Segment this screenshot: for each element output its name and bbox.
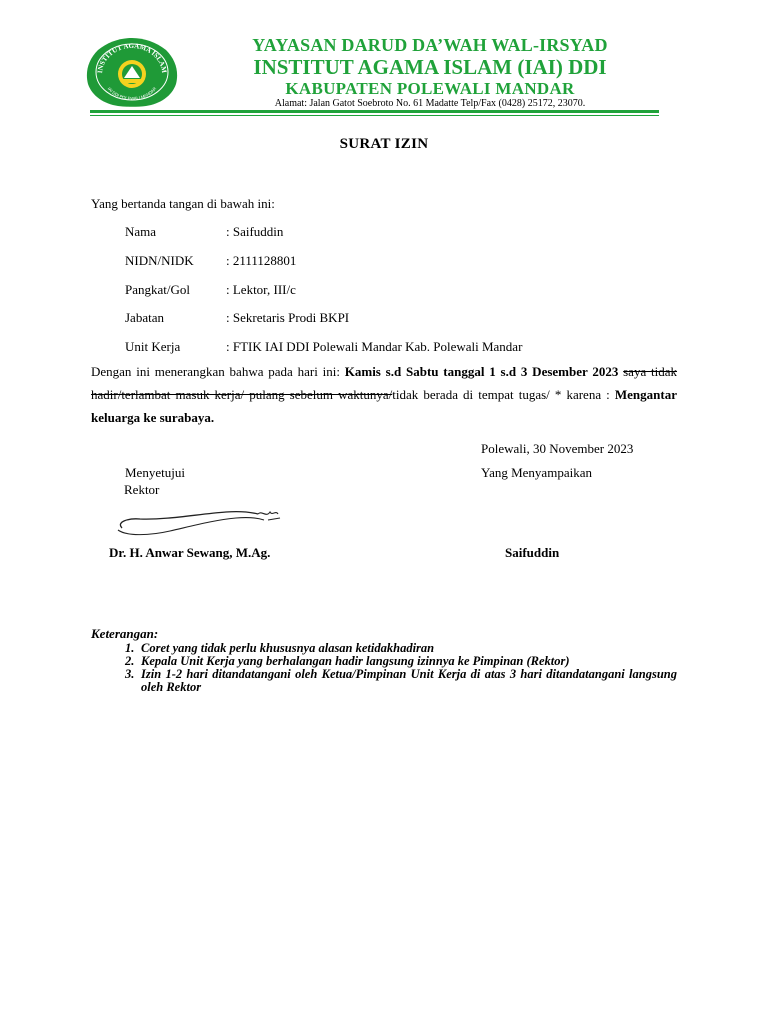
statement-paragraph	[91, 360, 677, 429]
document-title: SURAT IZIN	[339, 136, 429, 152]
field-label-nama: Nama	[125, 224, 157, 239]
submitter-name: Saifuddin	[505, 545, 560, 560]
note-text: Coret yang tidak perlu khususnya alasan ketidakhadiran	[141, 641, 435, 655]
institute-name: INSTITUT AGAMA ISLAM (IAI) DDI	[253, 55, 607, 79]
approver-name: Dr. H. Anwar Sewang, M.Ag.	[109, 545, 271, 560]
note-text: Kepala Unit Kerja yang berhalangan hadir langsung izinnya ke Pimpinan (Rektor)	[141, 654, 570, 668]
field-value-unit-kerja: : FTIK IAI DDI Polewali Mandar Kab. Polewali Mandar	[226, 339, 523, 354]
note-text: Izin 1-2 hari ditandatangani oleh Ketua/Pimpinan Unit Kerja di atas 3 hari ditandatangani langsung oleh Rektor	[141, 667, 677, 694]
foundation-name: YAYASAN DARUD DA’WAH WAL-IRSYAD	[252, 35, 608, 55]
letterhead-rule-thin	[90, 115, 659, 116]
intro-text: Yang bertanda tangan di bawah ini:	[91, 196, 275, 211]
logo-bottom-text: IAI DDI POLEWALI MANDAR	[106, 86, 158, 101]
statement-reason: Mengantar keluarga ke surabaya.	[91, 387, 677, 425]
field-value-pangkat: : Lektor, III/c	[226, 282, 296, 297]
approver-title: Rektor	[124, 482, 160, 497]
note-item	[91, 668, 677, 694]
field-label-pangkat: Pangkat/Gol	[125, 282, 190, 297]
note-number: 2.	[125, 654, 135, 668]
field-label-nidn: NIDN/NIDK	[125, 253, 194, 268]
letterhead-rule-thick	[90, 110, 659, 113]
statement-days: Kamis s.d Sabtu tanggal 1 s.d 3 Desember 2023	[344, 364, 619, 379]
note-number: 1.	[125, 641, 135, 655]
notes-section	[91, 626, 677, 694]
address: Alamat: Jalan Gatot Soebroto No. 61 Madatte Telp/Fax (0428) 25172, 23070.	[274, 98, 586, 109]
handwritten-signature-icon	[108, 500, 288, 545]
field-value-nidn: : 2111128801	[226, 253, 297, 268]
field-value-nama: : Saifuddin	[226, 224, 284, 239]
place-date: Polewali, 30 November 2023	[481, 441, 634, 456]
approval-label: Menyetujui	[125, 465, 185, 480]
logo-top-text: INSTITUT AGAMA ISLAM	[95, 41, 169, 74]
regency-name: KABUPATEN POLEWALI MANDAR	[285, 79, 575, 98]
field-label-unit-kerja: Unit Kerja	[125, 339, 181, 354]
field-value-jabatan: : Sekretaris Prodi BKPI	[226, 310, 350, 325]
submitter-label: Yang Menyampaikan	[481, 465, 592, 480]
statement-struck-options: saya tidak hadir/terlambat masuk kerja/ pulang sebelum waktunya/	[91, 364, 678, 402]
field-label-jabatan: Jabatan	[125, 310, 164, 325]
statement-lead: Dengan ini menerangkan bahwa pada hari ini:	[91, 364, 345, 379]
notes-heading: Keterangan:	[91, 626, 159, 641]
statement-continuation: tidak berada di tempat tugas/ * karena :	[392, 387, 615, 402]
note-number: 3.	[125, 667, 135, 681]
